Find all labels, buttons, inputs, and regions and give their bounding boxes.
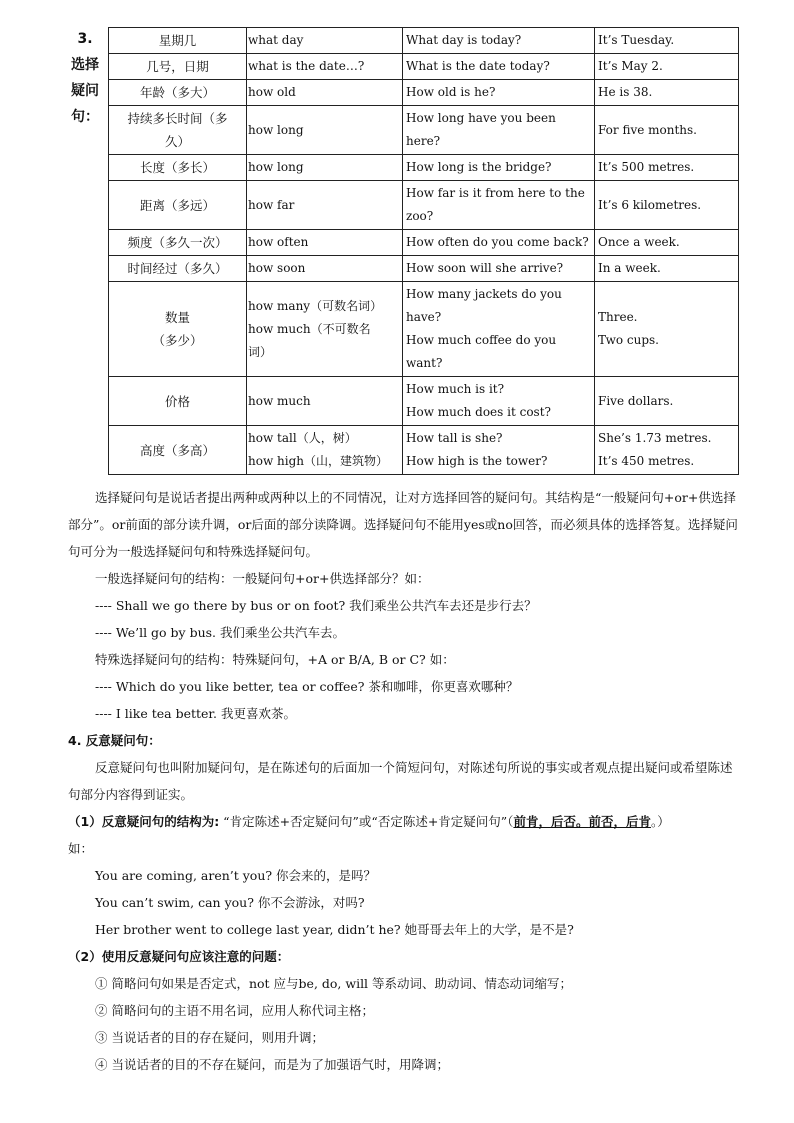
cell-line: 长度（多长） [139, 160, 215, 175]
table-row [109, 426, 739, 475]
tag-structure-emphasis-1: 前肯，后否。 [513, 814, 589, 829]
question-word-cell [247, 256, 403, 282]
tag-example-3: Her brother went to college last year, didn’t he? 她哥哥去年上的大学，是不是? [95, 922, 574, 937]
example-answer-cell [595, 155, 739, 181]
example-answer-cell [595, 106, 739, 155]
tag-structure-line [68, 808, 738, 835]
tag-question-heading: 4. 反意疑问句： [68, 733, 161, 748]
cell-line: It’s 500 metres. [598, 160, 695, 174]
cell-line: It’s Tuesday. [598, 33, 675, 47]
cell-line: She’s 1.73 metres. [598, 431, 712, 445]
question-word-cell [247, 426, 403, 475]
choice-example-3: ---- Which do you like better, tea or coffee? 茶和咖啡，你更喜欢哪种？ [95, 679, 519, 694]
question-word-cell [247, 28, 403, 54]
cell-line: how old [248, 85, 296, 99]
example-question-cell [403, 377, 595, 426]
chinese-meaning-cell [109, 282, 247, 377]
question-word-table-body [109, 28, 739, 475]
chinese-meaning-cell [109, 80, 247, 106]
tag-note-3: ③ 当说话者的目的存在疑问，则用升调； [95, 1030, 324, 1045]
question-word-cell [247, 377, 403, 426]
cell-line: He is 38. [598, 85, 653, 99]
cell-line: how soon [248, 261, 306, 275]
cell-line: how tall（人，树） [248, 431, 357, 445]
cell-line: How old is he? [406, 85, 496, 99]
choice-general-structure: 一般选择疑问句的结构：一般疑问句+or+供选择部分？如： [95, 571, 430, 586]
cell-line: How much is it? [406, 382, 505, 396]
cell-line: It’s May 2. [598, 59, 663, 73]
choice-special-structure: 特殊选择疑问句的结构：特殊疑问句，+A or B/A, B or C? 如： [95, 652, 455, 667]
cell-line: 距离（多远） [139, 197, 215, 213]
cell-line: how many（可数名词） [248, 298, 383, 313]
example-question-cell [403, 230, 595, 256]
cell-line: In a week. [598, 261, 661, 275]
tag-structure-label: （1）反意疑问句的结构为: [68, 814, 220, 829]
tag-note-2: ② 简略问句的主语不用名词，应用人称代词主格； [95, 1003, 374, 1018]
cell-line: 持续多长时间（多 [127, 111, 228, 126]
cell-line: How high is the tower? [406, 454, 548, 468]
cell-line: how high（山，建筑物） [248, 454, 389, 468]
section-3-title-3: 句： [71, 109, 99, 125]
cell-line: How often do you come back? [406, 235, 589, 249]
table-row [109, 256, 739, 282]
chinese-meaning-cell [109, 181, 247, 230]
cell-line: 年龄（多大） [139, 85, 215, 100]
cell-line: how much（不可数名 [248, 321, 371, 336]
example-answer-cell [595, 54, 739, 80]
question-word-cell [247, 106, 403, 155]
cell-line: How long is the bridge? [406, 160, 552, 174]
tag-structure-emphasis-2: 前否，后肯 [588, 814, 651, 829]
body-text [68, 484, 738, 1078]
tag-note-4: ④ 当说话者的目的不存在疑问，而是为了加强语气时，用降调； [95, 1057, 449, 1072]
cell-line: （多少） [152, 333, 203, 348]
example-answer-cell [595, 28, 739, 54]
cell-line: how long [248, 160, 304, 174]
table-row [109, 28, 739, 54]
example-question-cell [403, 426, 595, 475]
cell-line: what day [248, 33, 304, 47]
cell-line: what is the date…? [248, 59, 365, 73]
example-question-cell [403, 155, 595, 181]
chinese-meaning-cell [109, 106, 247, 155]
cell-line: zoo? [406, 209, 434, 223]
cell-line: 时间经过（多久） [127, 261, 228, 276]
chinese-meaning-cell [109, 230, 247, 256]
example-question-cell [403, 282, 595, 377]
table-row [109, 282, 739, 377]
example-answer-cell [595, 80, 739, 106]
table-row [109, 106, 739, 155]
cell-line: What is the date today? [406, 59, 550, 73]
cell-line: It’s 450 metres. [598, 454, 695, 468]
table-row [109, 377, 739, 426]
table-row [109, 155, 739, 181]
cell-line: Once a week. [598, 235, 680, 249]
example-question-cell [403, 106, 595, 155]
cell-line: 星期几 [158, 33, 197, 48]
example-answer-cell [595, 181, 739, 230]
cell-line: 久） [164, 134, 190, 149]
cell-line: how much [248, 393, 311, 408]
table-row [109, 80, 739, 106]
cell-line: How much coffee do you want? [406, 333, 557, 370]
example-question-cell [403, 256, 595, 282]
chinese-meaning-cell [109, 28, 247, 54]
cell-line: How soon will she arrive? [406, 261, 564, 275]
cell-line: how far [248, 197, 295, 212]
question-word-cell [247, 181, 403, 230]
question-word-cell [247, 155, 403, 181]
example-question-cell [403, 54, 595, 80]
cell-line: It’s 6 kilometres. [598, 197, 702, 212]
example-question-cell [403, 28, 595, 54]
cell-line: 价格 [164, 393, 190, 409]
cell-line: 词） [248, 344, 273, 359]
choice-example-1: ---- Shall we go there by bus or on foot? 我们乘坐公共汽车去还是步行去？ [95, 598, 537, 613]
chinese-meaning-cell [109, 256, 247, 282]
tag-example-1: You are coming, aren’t you? 你会来的，是吗？ [95, 868, 377, 883]
tag-question-intro: 反意疑问句也叫附加疑问句，是在陈述句的后面加一个简短问句，对陈述句所说的事实或者观点提出疑问或希望陈述句部分内容得到证实。 [68, 760, 733, 802]
chinese-meaning-cell [109, 155, 247, 181]
tag-structure-end: 。） [650, 814, 670, 829]
choice-example-4: ---- I like tea better. 我更喜欢茶。 [95, 706, 296, 721]
cell-line: Five dollars. [598, 393, 674, 408]
question-word-cell [247, 230, 403, 256]
example-question-cell [403, 181, 595, 230]
chinese-meaning-cell [109, 54, 247, 80]
question-word-table [108, 27, 739, 475]
example-answer-cell [595, 256, 739, 282]
cell-line: Two cups. [598, 333, 659, 347]
example-question-cell [403, 80, 595, 106]
example-answer-cell [595, 282, 739, 377]
section-3-label [68, 26, 102, 130]
cell-line: 高度（多高） [139, 442, 215, 458]
example-answer-cell [595, 426, 739, 475]
cell-line: What day is today? [406, 33, 522, 47]
table-row [109, 181, 739, 230]
cell-line: 几号，日期 [146, 59, 209, 74]
cell-line: For five months. [598, 122, 697, 137]
cell-line: How long have you been here? [406, 111, 556, 148]
example-answer-cell [595, 377, 739, 426]
chinese-meaning-cell [109, 377, 247, 426]
example-answer-cell [595, 230, 739, 256]
tag-structure-text: “肯定陈述+否定疑问句”或“否定陈述+肯定疑问句”（ [219, 814, 514, 829]
tag-ru: 如： [68, 841, 94, 856]
cell-line: 频度（多久一次） [127, 235, 228, 250]
cell-line: How many jackets do you have? [406, 287, 562, 324]
cell-line: 数量 [164, 310, 190, 325]
choice-example-2: ---- We’ll go by bus. 我们乘坐公共汽车去。 [95, 625, 345, 640]
question-word-cell [247, 282, 403, 377]
tag-notes-heading: （2）使用反意疑问句应该注意的问题： [68, 949, 290, 964]
cell-line: how often [248, 235, 309, 249]
chinese-meaning-cell [109, 426, 247, 475]
cell-line: How tall is she? [406, 431, 503, 445]
table-row [109, 230, 739, 256]
cell-line: How much does it cost? [406, 405, 551, 419]
section-3-number: 3. [77, 31, 93, 47]
cell-line: How far is it from here to the [406, 186, 585, 200]
question-word-cell [247, 80, 403, 106]
tag-example-2: You can’t swim, can you? 你不会游泳，对吗? [95, 895, 365, 910]
table-row [109, 54, 739, 80]
cell-line: how long [248, 122, 304, 137]
choice-intro: 选择疑问句是说话者提出两种或两种以上的不同情况，让对方选择回答的疑问句。其结构是“一般疑问句+or+供选择部分”。or前面的部分读升调，or后面的部分读降调。选择疑问句不能用yes或no回答，而必须具体的选择答复。选择疑问句可分为一般选择疑问句和特殊选择疑问句。 [68, 490, 738, 559]
tag-note-1: ① 简略问句如果是否定式，not 应与be, do, will 等系动词、助动词、情态动词缩写； [95, 976, 573, 991]
question-word-cell [247, 54, 403, 80]
section-3-title-2: 疑问 [71, 83, 99, 99]
cell-line: Three. [598, 310, 638, 324]
section-3-title-1: 选择 [71, 57, 99, 73]
